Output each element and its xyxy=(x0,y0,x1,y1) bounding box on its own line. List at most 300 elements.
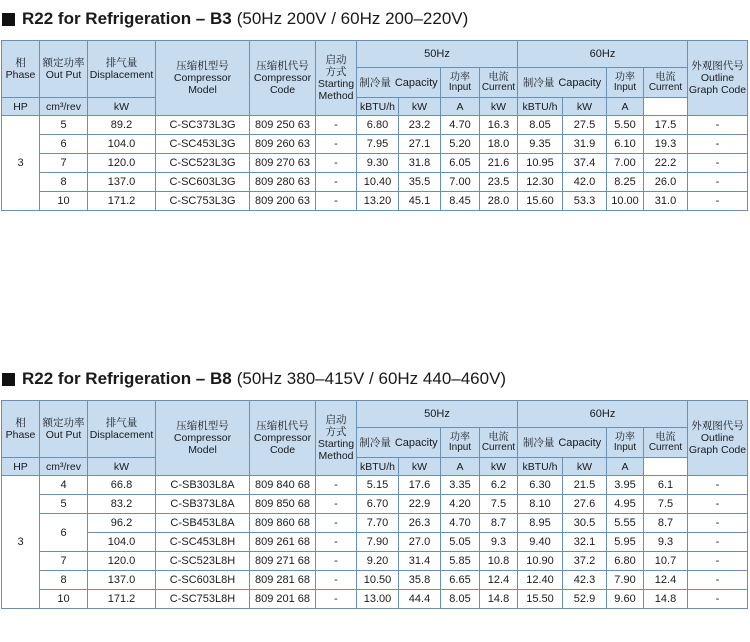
header-outline-en2: Graph Code xyxy=(688,444,747,456)
a50-cell: 21.6 xyxy=(480,154,518,173)
header-outline-zh: 外观图代号 xyxy=(691,60,744,72)
btu60-cell: 52.9 xyxy=(563,590,607,609)
a50-cell: 28.0 xyxy=(480,192,518,211)
header-input-en: Input xyxy=(448,81,472,93)
unit-kbtu-50: kBTU/h xyxy=(357,458,399,476)
unit-amp-60: A xyxy=(607,98,644,116)
hp-cell: 8 xyxy=(40,571,88,590)
in60-cell: 3.95 xyxy=(607,476,644,495)
disp-cell: 89.2 xyxy=(88,116,156,135)
a60-cell: 10.7 xyxy=(644,552,688,571)
unit-kbtu-60: kBTU/h xyxy=(518,458,563,476)
a60-cell: 14.8 xyxy=(644,590,688,609)
header-capacity-zh: 制冷量 xyxy=(359,436,391,449)
header-input-en: Input xyxy=(613,441,637,453)
header-input-zh: 功率 xyxy=(450,431,470,443)
in50-cell: 7.00 xyxy=(441,173,480,192)
header-input-50 xyxy=(441,428,480,458)
method-cell: - xyxy=(316,135,357,154)
table-row xyxy=(2,495,748,514)
code-cell: 809 840 68 xyxy=(250,476,316,495)
btu50-cell: 35.8 xyxy=(399,571,441,590)
model-cell: C-SC603L8H xyxy=(156,571,250,590)
outline-cell: - xyxy=(688,173,748,192)
header-60hz: 60Hz xyxy=(518,41,688,68)
header-current-en: Current xyxy=(648,441,683,453)
heading-square-icon xyxy=(2,13,15,26)
b3-heading xyxy=(0,4,750,34)
header-capacity-en: Capacity xyxy=(394,436,438,449)
header-model-en2: Model xyxy=(188,444,217,456)
kw60-cell: 8.05 xyxy=(518,116,563,135)
unit-hp: HP xyxy=(2,98,40,116)
model-cell: C-SC523L8H xyxy=(156,552,250,571)
a50-cell: 8.7 xyxy=(480,514,518,533)
btu50-cell: 35.5 xyxy=(399,173,441,192)
kw50-cell: 7.95 xyxy=(357,135,399,154)
header-current-zh: 电流 xyxy=(655,71,676,83)
header-outline-en2: Graph Code xyxy=(688,84,747,96)
in60-cell: 5.55 xyxy=(607,514,644,533)
in50-cell: 5.05 xyxy=(441,533,480,552)
hp-cell: 10 xyxy=(40,590,88,609)
a60-cell: 19.3 xyxy=(644,135,688,154)
header-input-zh: 功率 xyxy=(615,71,635,83)
header-code-en2: Code xyxy=(269,444,296,456)
a60-cell: 17.5 xyxy=(644,116,688,135)
unit-input-kw-60: kW xyxy=(563,458,607,476)
header-input-zh: 功率 xyxy=(450,71,470,83)
header-phase-en: Phase xyxy=(5,429,36,441)
method-cell: - xyxy=(316,514,357,533)
kw60-cell: 9.40 xyxy=(518,533,563,552)
header-code-zh: 压缩机代号 xyxy=(256,420,309,432)
code-cell: 809 281 68 xyxy=(250,571,316,590)
b8-heading xyxy=(0,364,750,394)
hp-cell: 5 xyxy=(40,495,88,514)
btu60-cell: 27.6 xyxy=(563,495,607,514)
b8-section xyxy=(0,364,750,609)
kw50-cell: 7.70 xyxy=(357,514,399,533)
table-row xyxy=(2,476,748,495)
btu50-cell: 44.4 xyxy=(399,590,441,609)
in60-cell: 4.95 xyxy=(607,495,644,514)
header-current-en: Current xyxy=(481,441,516,453)
model-cell: C-SB453L8A xyxy=(156,514,250,533)
outline-cell: - xyxy=(688,116,748,135)
header-current-60 xyxy=(644,68,688,98)
header-input-60 xyxy=(607,428,644,458)
header-code-en1: Compressor xyxy=(253,72,312,84)
disp-cell: 104.0 xyxy=(88,135,156,154)
header-capacity-50 xyxy=(357,428,441,458)
in60-cell: 5.95 xyxy=(607,533,644,552)
code-cell: 809 250 63 xyxy=(250,116,316,135)
a50-cell: 23.5 xyxy=(480,173,518,192)
btu50-cell: 17.6 xyxy=(399,476,441,495)
method-cell: - xyxy=(316,590,357,609)
in60-cell: 5.50 xyxy=(607,116,644,135)
kw60-cell: 8.10 xyxy=(518,495,563,514)
in50-cell: 4.20 xyxy=(441,495,480,514)
in60-cell: 7.90 xyxy=(607,571,644,590)
table-row xyxy=(2,571,748,590)
table-row xyxy=(2,173,748,192)
a60-cell: 12.4 xyxy=(644,571,688,590)
header-capacity-60 xyxy=(518,68,607,98)
code-cell: 809 271 68 xyxy=(250,552,316,571)
method-cell: - xyxy=(316,116,357,135)
header-output xyxy=(40,401,88,458)
header-outline-zh: 外观图代号 xyxy=(691,420,744,432)
header-current-en: Current xyxy=(481,81,516,93)
kw50-cell: 6.80 xyxy=(357,116,399,135)
btu60-cell: 32.1 xyxy=(563,533,607,552)
btu60-cell: 37.4 xyxy=(563,154,607,173)
header-code-en1: Compressor xyxy=(253,432,312,444)
model-cell: C-SC603L3G xyxy=(156,173,250,192)
header-current-60 xyxy=(644,428,688,458)
in60-cell: 9.60 xyxy=(607,590,644,609)
header-start-en2: Method xyxy=(318,450,354,462)
unit-displacement: cm³/rev xyxy=(40,98,88,116)
header-capacity-en: Capacity xyxy=(558,76,602,89)
btu50-cell: 45.1 xyxy=(399,192,441,211)
outline-cell: - xyxy=(688,192,748,211)
disp-cell: 104.0 xyxy=(88,533,156,552)
in50-cell: 3.35 xyxy=(441,476,480,495)
header-capacity-zh: 制冷量 xyxy=(359,76,391,89)
header-capacity-zh: 制冷量 xyxy=(522,436,555,449)
header-capacity-zh: 制冷量 xyxy=(522,76,555,89)
hp-cell: 6 xyxy=(40,514,88,552)
header-phase-en: Phase xyxy=(5,69,36,81)
kw60-cell: 15.50 xyxy=(518,590,563,609)
kw50-cell: 9.20 xyxy=(357,552,399,571)
header-model-zh: 压缩机型号 xyxy=(176,60,229,72)
header-code-zh: 压缩机代号 xyxy=(256,60,309,72)
header-starting-method xyxy=(316,41,357,116)
header-output-zh: 额定功率 xyxy=(42,57,85,69)
in50-cell: 8.05 xyxy=(441,590,480,609)
table-row xyxy=(2,135,748,154)
kw60-cell: 6.30 xyxy=(518,476,563,495)
kw50-cell: 7.90 xyxy=(357,533,399,552)
header-current-zh: 电流 xyxy=(655,431,676,443)
header-capacity-en: Capacity xyxy=(558,436,602,449)
code-cell: 809 270 63 xyxy=(250,154,316,173)
disp-cell: 96.2 xyxy=(88,514,156,533)
kw50-cell: 9.30 xyxy=(357,154,399,173)
disp-cell: 120.0 xyxy=(88,154,156,173)
model-cell: C-SC753L3G xyxy=(156,192,250,211)
unit-kw-50: kW xyxy=(88,458,156,476)
unit-amp-50: A xyxy=(441,98,480,116)
disp-cell: 137.0 xyxy=(88,173,156,192)
header-capacity-60 xyxy=(518,428,607,458)
kw50-cell: 10.50 xyxy=(357,571,399,590)
btu50-cell: 27.0 xyxy=(399,533,441,552)
header-current-en: Current xyxy=(648,81,683,93)
kw50-cell: 6.70 xyxy=(357,495,399,514)
disp-cell: 66.8 xyxy=(88,476,156,495)
a60-cell: 7.5 xyxy=(644,495,688,514)
a50-cell: 12.4 xyxy=(480,571,518,590)
b8-table xyxy=(1,400,748,609)
unit-input-kw-60: kW xyxy=(563,98,607,116)
table-row xyxy=(2,192,748,211)
header-model-en1: Compressor xyxy=(173,432,232,444)
header-current-50 xyxy=(480,68,518,98)
unit-displacement: cm³/rev xyxy=(40,458,88,476)
code-cell: 809 200 63 xyxy=(250,192,316,211)
header-current-zh: 电流 xyxy=(488,431,509,443)
table-row xyxy=(2,590,748,609)
header-input-50 xyxy=(441,68,480,98)
header-start-en1: Starting xyxy=(317,438,355,450)
header-output-zh: 额定功率 xyxy=(42,417,85,429)
header-compressor-model xyxy=(156,401,250,476)
b3-section xyxy=(0,4,750,211)
outline-cell: - xyxy=(688,533,748,552)
btu60-cell: 53.3 xyxy=(563,192,607,211)
a60-cell: 26.0 xyxy=(644,173,688,192)
phase-cell: 3 xyxy=(2,476,40,609)
kw60-cell: 12.30 xyxy=(518,173,563,192)
header-phase xyxy=(2,401,40,458)
unit-kw-60: kW xyxy=(480,458,518,476)
btu50-cell: 26.3 xyxy=(399,514,441,533)
btu50-cell: 22.9 xyxy=(399,495,441,514)
method-cell: - xyxy=(316,154,357,173)
kw60-cell: 12.40 xyxy=(518,571,563,590)
code-cell: 809 201 68 xyxy=(250,590,316,609)
a50-cell: 18.0 xyxy=(480,135,518,154)
header-start-zh1: 启动 xyxy=(325,54,347,66)
header-outline-en1: Outline xyxy=(700,432,735,444)
outline-cell: - xyxy=(688,590,748,609)
a60-cell: 31.0 xyxy=(644,192,688,211)
kw60-cell: 10.90 xyxy=(518,552,563,571)
header-disp-en: Displacement xyxy=(89,429,154,441)
model-cell: C-SC453L3G xyxy=(156,135,250,154)
b3-subtitle: (50Hz 200V / 60Hz 200–220V) xyxy=(236,9,469,28)
model-cell: C-SB373L8A xyxy=(156,495,250,514)
method-cell: - xyxy=(316,533,357,552)
outline-cell: - xyxy=(688,476,748,495)
header-disp-zh: 排气量 xyxy=(105,57,138,69)
header-phase xyxy=(2,41,40,98)
kw60-cell: 10.95 xyxy=(518,154,563,173)
header-compressor-code xyxy=(250,41,316,116)
unit-kbtu-50: kBTU/h xyxy=(357,98,399,116)
header-outline-en1: Outline xyxy=(700,72,735,84)
in50-cell: 4.70 xyxy=(441,116,480,135)
outline-cell: - xyxy=(688,154,748,173)
heading-square-icon xyxy=(2,373,15,386)
model-cell: C-SC523L3G xyxy=(156,154,250,173)
hp-cell: 6 xyxy=(40,135,88,154)
header-input-en: Input xyxy=(448,441,472,453)
header-model-zh: 压缩机型号 xyxy=(176,420,229,432)
a60-cell: 8.7 xyxy=(644,514,688,533)
b8-title: R22 for Refrigeration – B8 xyxy=(22,369,232,388)
in60-cell: 6.80 xyxy=(607,552,644,571)
a50-cell: 7.5 xyxy=(480,495,518,514)
in60-cell: 8.25 xyxy=(607,173,644,192)
model-cell: C-SB303L8A xyxy=(156,476,250,495)
table-row xyxy=(2,154,748,173)
method-cell: - xyxy=(316,173,357,192)
header-phase-zh: 相 xyxy=(15,417,26,429)
header-code-en2: Code xyxy=(269,84,296,96)
header-output-en: Out Put xyxy=(45,69,82,81)
unit-amp-50: A xyxy=(441,458,480,476)
btu50-cell: 27.1 xyxy=(399,135,441,154)
in50-cell: 5.85 xyxy=(441,552,480,571)
header-start-en1: Starting xyxy=(317,78,355,90)
header-60hz: 60Hz xyxy=(518,401,688,428)
unit-hp: HP xyxy=(2,458,40,476)
header-start-zh2: 方式 xyxy=(325,66,347,78)
unit-kw-50: kW xyxy=(88,98,156,116)
disp-cell: 137.0 xyxy=(88,571,156,590)
header-displacement xyxy=(88,41,156,98)
code-cell: 809 280 63 xyxy=(250,173,316,192)
in50-cell: 8.45 xyxy=(441,192,480,211)
header-model-en1: Compressor xyxy=(173,72,232,84)
btu60-cell: 30.5 xyxy=(563,514,607,533)
in60-cell: 10.00 xyxy=(607,192,644,211)
model-cell: C-SC753L8H xyxy=(156,590,250,609)
b3-title: R22 for Refrigeration – B3 xyxy=(22,9,232,28)
header-capacity-en: Capacity xyxy=(394,76,438,89)
header-starting-method xyxy=(316,401,357,476)
header-input-en: Input xyxy=(613,81,637,93)
btu50-cell: 31.8 xyxy=(399,154,441,173)
unit-amp-60: A xyxy=(607,458,644,476)
header-outline xyxy=(688,401,748,476)
hp-cell: 10 xyxy=(40,192,88,211)
header-disp-en: Displacement xyxy=(89,69,154,81)
outline-cell: - xyxy=(688,135,748,154)
header-capacity-50 xyxy=(357,68,441,98)
header-start-zh1: 启动 xyxy=(325,414,347,426)
header-input-60 xyxy=(607,68,644,98)
header-displacement xyxy=(88,401,156,458)
btu60-cell: 27.5 xyxy=(563,116,607,135)
in50-cell: 6.65 xyxy=(441,571,480,590)
header-model-en2: Model xyxy=(188,84,217,96)
btu60-cell: 37.2 xyxy=(563,552,607,571)
btu60-cell: 42.0 xyxy=(563,173,607,192)
outline-cell: - xyxy=(688,552,748,571)
header-input-zh: 功率 xyxy=(615,431,635,443)
hp-cell: 5 xyxy=(40,116,88,135)
kw50-cell: 13.00 xyxy=(357,590,399,609)
kw60-cell: 9.35 xyxy=(518,135,563,154)
header-start-en2: Method xyxy=(318,90,354,102)
b3-table xyxy=(1,40,748,211)
a50-cell: 16.3 xyxy=(480,116,518,135)
disp-cell: 171.2 xyxy=(88,590,156,609)
unit-kbtu-60: kBTU/h xyxy=(518,98,563,116)
disp-cell: 83.2 xyxy=(88,495,156,514)
a60-cell: 6.1 xyxy=(644,476,688,495)
in60-cell: 6.10 xyxy=(607,135,644,154)
in50-cell: 5.20 xyxy=(441,135,480,154)
header-50hz: 50Hz xyxy=(357,401,518,428)
hp-cell: 4 xyxy=(40,476,88,495)
btu50-cell: 31.4 xyxy=(399,552,441,571)
btu60-cell: 42.3 xyxy=(563,571,607,590)
outline-cell: - xyxy=(688,514,748,533)
a60-cell: 22.2 xyxy=(644,154,688,173)
kw50-cell: 5.15 xyxy=(357,476,399,495)
btu60-cell: 31.9 xyxy=(563,135,607,154)
unit-input-kw-50: kW xyxy=(399,98,441,116)
in50-cell: 4.70 xyxy=(441,514,480,533)
table-row xyxy=(2,514,748,533)
method-cell: - xyxy=(316,476,357,495)
table-row xyxy=(2,552,748,571)
hp-cell: 7 xyxy=(40,154,88,173)
outline-cell: - xyxy=(688,495,748,514)
a50-cell: 9.3 xyxy=(480,533,518,552)
a60-cell: 9.3 xyxy=(644,533,688,552)
table-row xyxy=(2,116,748,135)
method-cell: - xyxy=(316,552,357,571)
unit-kw-60: kW xyxy=(480,98,518,116)
kw50-cell: 10.40 xyxy=(357,173,399,192)
header-start-zh2: 方式 xyxy=(325,426,347,438)
header-output-en: Out Put xyxy=(45,429,82,441)
method-cell: - xyxy=(316,192,357,211)
in50-cell: 6.05 xyxy=(441,154,480,173)
model-cell: C-SC453L8H xyxy=(156,533,250,552)
a50-cell: 6.2 xyxy=(480,476,518,495)
btu50-cell: 23.2 xyxy=(399,116,441,135)
a50-cell: 10.8 xyxy=(480,552,518,571)
phase-cell: 3 xyxy=(2,116,40,211)
in60-cell: 7.00 xyxy=(607,154,644,173)
outline-cell: - xyxy=(688,571,748,590)
header-phase-zh: 相 xyxy=(15,57,26,69)
a50-cell: 14.8 xyxy=(480,590,518,609)
header-disp-zh: 排气量 xyxy=(105,417,138,429)
code-cell: 809 260 63 xyxy=(250,135,316,154)
header-current-zh: 电流 xyxy=(488,71,509,83)
model-cell: C-SC373L3G xyxy=(156,116,250,135)
kw60-cell: 8.95 xyxy=(518,514,563,533)
hp-cell: 8 xyxy=(40,173,88,192)
header-compressor-code xyxy=(250,401,316,476)
header-outline xyxy=(688,41,748,116)
method-cell: - xyxy=(316,571,357,590)
header-current-50 xyxy=(480,428,518,458)
unit-input-kw-50: kW xyxy=(399,458,441,476)
kw50-cell: 13.20 xyxy=(357,192,399,211)
disp-cell: 171.2 xyxy=(88,192,156,211)
code-cell: 809 261 68 xyxy=(250,533,316,552)
method-cell: - xyxy=(316,495,357,514)
btu60-cell: 21.5 xyxy=(563,476,607,495)
header-50hz: 50Hz xyxy=(357,41,518,68)
kw60-cell: 15.60 xyxy=(518,192,563,211)
table-row xyxy=(2,533,748,552)
code-cell: 809 850 68 xyxy=(250,495,316,514)
hp-cell: 7 xyxy=(40,552,88,571)
